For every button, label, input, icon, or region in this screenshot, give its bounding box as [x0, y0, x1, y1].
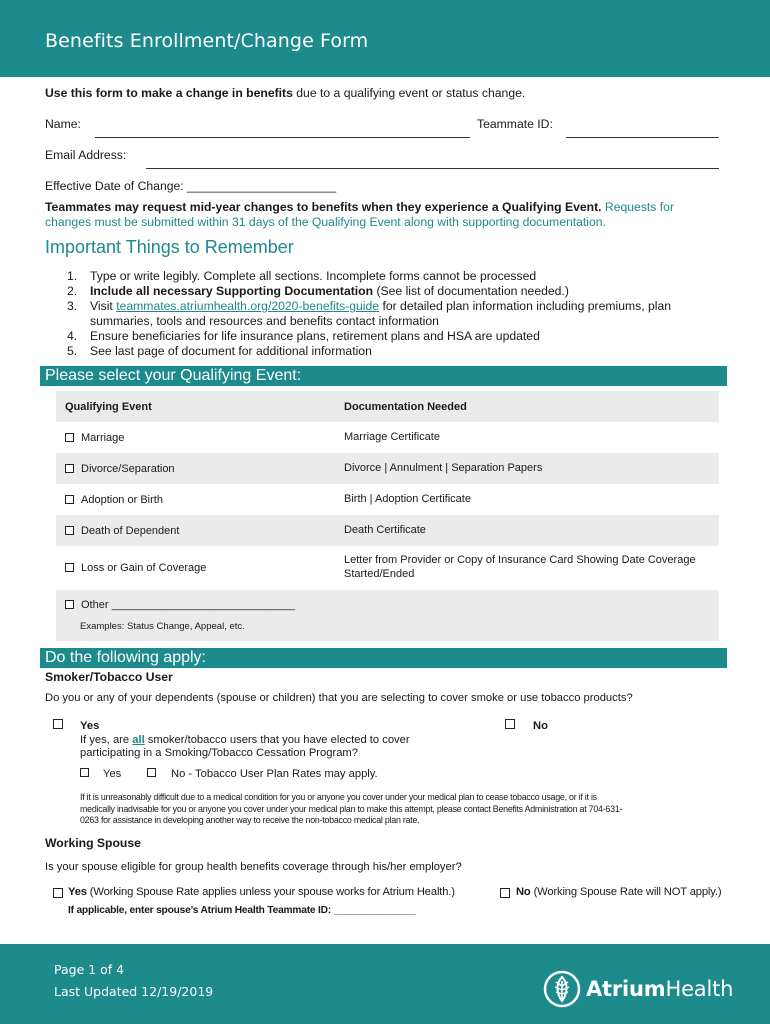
table-row: [56, 546, 719, 590]
spouse-teammate-id-field[interactable]: If applicable, enter spouse’s Atrium Health Teammate ID: _______________: [68, 905, 416, 916]
other-examples: Examples: Status Change, Appeal, etc.: [80, 621, 245, 632]
smoker-yes-label: Yes: [80, 720, 100, 732]
name-label: Name:: [45, 117, 81, 131]
page-number: Page 1 of 4: [54, 962, 125, 977]
documentation-text: Marriage Certificate: [344, 431, 440, 443]
qualifying-option-other[interactable]: Other ______________________________: [65, 598, 295, 612]
intro-rest: due to a qualifying event or status change.: [292, 86, 526, 100]
notice-line-1: [45, 200, 735, 215]
teammate-id-label: Teammate ID:: [477, 117, 553, 131]
col-documentation: Documentation Needed: [344, 401, 467, 413]
following-apply-bar-title: Do the following apply:: [45, 649, 206, 666]
smoker-no-option[interactable]: [505, 718, 522, 732]
tobacco-note: If it is unreasonably difficult due to a medical condition for you or anyone you cover under your medical plan to cease tobacco usage, or if it is medically inadvisable for you or anyone you cover under your medical plan to make this attempt, please contact Benefits Administration at 704-631- 0263 for assistance in developing another way to receive the non-tobacco medical plan rate.: [80, 792, 623, 825]
email-label: Email Address:: [45, 148, 127, 162]
header-band: [0, 0, 770, 77]
qualifying-option[interactable]: Marriage: [65, 431, 124, 445]
cessation-yes-option[interactable]: [80, 766, 96, 780]
qualifying-option[interactable]: Adoption or Birth: [65, 493, 163, 507]
checkbox[interactable]: [505, 719, 515, 729]
documentation-text: Death Certificate: [344, 524, 426, 536]
checkbox[interactable]: [65, 495, 74, 504]
list-item: 5. See last page of document for additional information: [67, 344, 372, 358]
qualifying-option[interactable]: Divorce/Separation: [65, 462, 175, 476]
intro-line: [45, 86, 525, 101]
cessation-question: If yes, are all smoker/tobacco users that you have elected to cover: [80, 734, 410, 746]
list-item: 3. Visit teammates.atriumhealth.org/2020-benefits-guide for detailed plan information including premiums, plan: [67, 299, 672, 313]
teammate-id-field[interactable]: [566, 124, 719, 138]
benefits-guide-link[interactable]: teammates.atriumhealth.org/2020-benefits-guide: [116, 299, 380, 313]
checkbox[interactable]: [65, 433, 74, 442]
atrium-leaf-icon: [542, 969, 582, 1009]
smoker-question: Do you or any of your dependents (spouse or children) that you are selecting to cover smoke or use tobacco products?: [45, 692, 633, 704]
working-spouse-heading: Working Spouse: [45, 836, 141, 850]
table-row: [56, 422, 719, 453]
checkbox[interactable]: [65, 464, 74, 473]
checkbox[interactable]: [500, 888, 510, 898]
checkbox[interactable]: [65, 526, 74, 535]
cessation-no-option[interactable]: [147, 766, 163, 780]
table-header-row: [56, 391, 719, 422]
effective-date-field[interactable]: Effective Date of Change: ______________________: [45, 179, 337, 193]
intro-bold: Use this form to make a change in benefits: [45, 86, 293, 100]
checkbox[interactable]: [147, 768, 156, 777]
email-field[interactable]: [146, 155, 719, 169]
checkbox[interactable]: [53, 719, 63, 729]
cessation-no-label: No - Tobacco User Plan Rates may apply.: [171, 768, 378, 780]
notice-teal-1: Requests for: [601, 200, 675, 214]
form-title: Benefits Enrollment/Change Form: [45, 30, 369, 52]
last-updated: Last Updated 12/19/2019: [54, 984, 214, 999]
list-item: 1. Type or write legibly. Complete all sections. Incomplete forms cannot be processed: [67, 269, 537, 283]
documentation-text: Divorce | Annulment | Separation Papers: [344, 462, 543, 474]
table-row: [56, 453, 719, 484]
spouse-yes-label: Yes (Working Spouse Rate applies unless your spouse works for Atrium Health.): [68, 886, 455, 898]
qualifying-event-bar-title: Please select your Qualifying Event:: [45, 367, 302, 384]
cessation-yes-label: Yes: [103, 768, 122, 780]
smoker-yes-option[interactable]: [53, 718, 70, 732]
smoker-heading: Smoker/Tobacco User: [45, 670, 173, 684]
list-item: summaries, tools and resources and benefits contact information: [90, 314, 439, 328]
table-row: [56, 515, 719, 546]
table-row: [56, 590, 719, 641]
atrium-health-logo: [542, 969, 732, 1009]
notice-bold: Teammates may request mid-year changes to benefits when they experience a Qualifying Event.: [45, 200, 602, 214]
working-spouse-question: Is your spouse eligible for group health benefits coverage through his/her employer?: [45, 861, 462, 873]
notice-line-2: changes must be submitted within 31 days of the Qualifying Event along with supporting documentation.: [45, 215, 606, 229]
checkbox[interactable]: [65, 600, 74, 609]
logo-wordmark: AtriumHealth: [586, 977, 734, 1001]
checkbox[interactable]: [53, 888, 63, 898]
name-field[interactable]: [95, 124, 470, 138]
qualifying-option[interactable]: Loss or Gain of Coverage: [65, 561, 206, 575]
qualifying-option[interactable]: Death of Dependent: [65, 524, 179, 538]
table-row: [56, 484, 719, 515]
list-item: 4. Ensure beneficiaries for life insurance plans, retirement plans and HSA are updated: [67, 329, 540, 343]
list-item: 2. Include all necessary Supporting Documentation (See list of documentation needed.): [67, 284, 569, 298]
documentation-text: Birth | Adoption Certificate: [344, 493, 471, 505]
smoker-no-label: No: [533, 720, 548, 732]
spouse-no-label: No (Working Spouse Rate will NOT apply.): [516, 886, 722, 898]
cessation-question-line2: participating in a Smoking/Tobacco Cessation Program?: [80, 747, 358, 759]
checkbox[interactable]: [80, 768, 89, 777]
important-heading: Important Things to Remember: [45, 237, 294, 257]
col-qualifying-event: Qualifying Event: [65, 401, 152, 413]
spouse-no-option[interactable]: [500, 887, 517, 901]
checkbox[interactable]: [65, 563, 74, 572]
documentation-text: Letter from Provider or Copy of Insurance Card Showing Date Coverage Started/Ended: [344, 554, 696, 580]
